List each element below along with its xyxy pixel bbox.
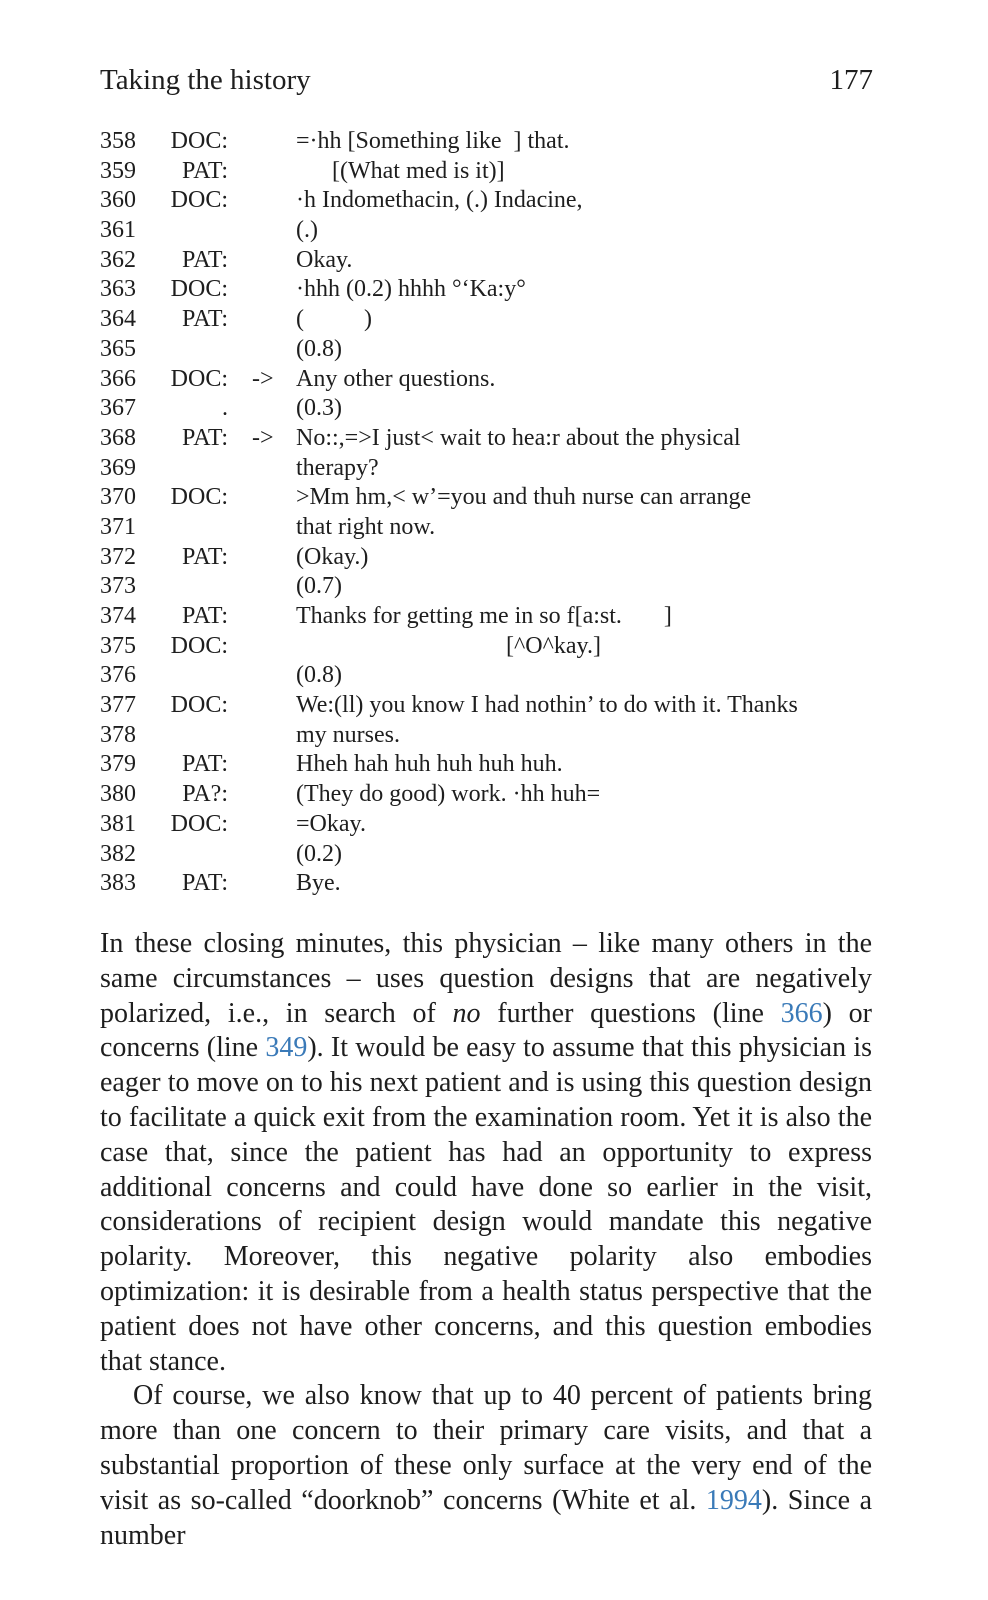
utterance: (.) — [296, 217, 318, 244]
transcript-line — [0, 365, 988, 395]
transcript-line — [0, 632, 988, 662]
utterance: =·hh [Something like ] that. — [296, 128, 570, 154]
line-number: 378 — [100, 721, 136, 748]
utterance: [(What med is it)] — [296, 157, 505, 184]
body-text — [100, 927, 872, 1553]
line-number: 369 — [100, 454, 136, 481]
p1-text-d: ). It would be easy to assume that this physician is eager to move on to his next patient and is using this question design to facilitate a quick exit from the examination room. Yet it is also the case that, since the patient has had an opportunity to express additional concerns and could have done so earlier in the visit, considerations of recipient design would mandate this negative polarity. Moreover, this negative polarity also embodies optimization: it is desirable from a health status perspective that the patient does not have other concerns, and this question embodies that stance. — [100, 1032, 872, 1377]
utterance: [^O^kay.] — [296, 632, 601, 659]
utterance: (0.3) — [296, 395, 342, 422]
utterance: Thanks for getting me in so f[a:st. ] — [296, 603, 672, 629]
transcript-line — [0, 691, 988, 721]
utterance: No::,=>I just< wait to hea:r about the physical — [296, 424, 741, 451]
transcript-line — [0, 780, 988, 810]
line-number: 359 — [100, 157, 136, 184]
p1-text-b: further questions (line — [480, 997, 781, 1029]
transcript-line — [0, 246, 988, 276]
utterance: Hheh hah huh huh huh huh. — [296, 751, 563, 778]
line-number: 375 — [100, 632, 136, 659]
transcript-line — [0, 840, 988, 870]
transcript-line — [0, 157, 988, 187]
speaker-label: DOC: — [170, 632, 228, 659]
line-number: 367 — [100, 395, 136, 422]
line-number: 364 — [100, 306, 136, 333]
speaker-label: PAT: — [182, 870, 228, 897]
utterance: (Okay.) — [296, 543, 369, 570]
utterance: (0.7) — [296, 573, 342, 600]
speaker-label: DOC: — [170, 692, 228, 719]
speaker-label: DOC: — [170, 365, 228, 392]
speaker-label: DOC: — [170, 810, 228, 837]
transcript-line — [0, 483, 988, 513]
speaker-label: PAT: — [182, 157, 228, 184]
line-number: 380 — [100, 781, 136, 808]
arrow-marker: -> — [252, 424, 274, 451]
utterance: that right now. — [296, 513, 436, 540]
transcript-line — [0, 602, 988, 632]
utterance: ·hhh (0.2) hhhh °‘Ka:y° — [296, 276, 526, 303]
transcript-line — [0, 572, 988, 602]
line-number: 372 — [100, 543, 136, 570]
running-title: Taking the history — [100, 64, 311, 96]
utterance: (0.2) — [296, 840, 342, 867]
utterance: We:(ll) you know I had nothin’ to do with it. Thanks — [296, 692, 798, 719]
speaker-label: PA?: — [182, 781, 228, 808]
utterance: Bye. — [296, 870, 341, 897]
line-number: 362 — [100, 246, 136, 273]
utterance: =Okay. — [296, 810, 366, 837]
transcript-line — [0, 810, 988, 840]
p2-text-b: ). Since a number — [100, 1484, 872, 1551]
line-number: 366 — [100, 365, 136, 392]
utterance: ( ) — [296, 306, 372, 333]
line-number: 365 — [100, 335, 136, 362]
utterance: (0.8) — [296, 662, 342, 689]
line-ref-349[interactable]: 349 — [265, 1032, 308, 1064]
utterance: (They do good) work. ·hh huh= — [296, 781, 601, 808]
speaker-label: DOC: — [170, 187, 228, 214]
utterance: my nurses. — [296, 721, 400, 748]
p2-text-a: Of course, we also know that up to 40 percent of patients bring more than one concern to their primary care visits, and that a substantial proportion of these only surface at the very end of the visit as so-called “doorknob” concerns (White et al. — [100, 1380, 872, 1516]
citation-1994[interactable]: 1994 — [705, 1484, 762, 1516]
running-header — [100, 64, 873, 104]
line-number: 360 — [100, 187, 136, 214]
utterance: (0.8) — [296, 335, 342, 362]
line-number: 371 — [100, 513, 136, 540]
transcript-line — [0, 127, 988, 157]
utterance: Any other questions. — [296, 365, 496, 392]
transcript-line — [0, 305, 988, 335]
arrow-marker: -> — [252, 365, 274, 392]
transcript-line — [0, 454, 988, 484]
transcript-line — [0, 216, 988, 246]
speaker-label: DOC: — [170, 276, 228, 303]
transcript — [0, 127, 988, 899]
speaker-label: PAT: — [182, 751, 228, 778]
p1-text-a: In these closing minutes, this physician – like many others in the same circumstances – uses question designs that are negatively polarized, i.e., in search of — [100, 928, 872, 1029]
transcript-line — [0, 513, 988, 543]
utterance: ·h Indomethacin, (.) Indacine, — [296, 187, 583, 214]
speaker-label: DOC: — [170, 128, 228, 154]
transcript-line — [0, 394, 988, 424]
transcript-line — [0, 275, 988, 305]
line-number: 374 — [100, 603, 136, 629]
speaker-label: PAT: — [182, 306, 228, 333]
line-number: 373 — [100, 573, 136, 600]
transcript-line — [0, 750, 988, 780]
paragraph-2 — [100, 1379, 872, 1553]
p1-text-c: ) or concerns (line — [100, 997, 872, 1064]
transcript-line — [0, 186, 988, 216]
p1-emphasis: no — [452, 997, 481, 1029]
speaker-label: DOC: — [170, 484, 228, 511]
line-number: 368 — [100, 424, 136, 451]
page-number: 177 — [829, 64, 873, 96]
speaker-label: PAT: — [182, 424, 228, 451]
transcript-line — [0, 721, 988, 751]
line-number: 361 — [100, 217, 136, 244]
paragraph-1 — [100, 927, 872, 1379]
line-number: 358 — [100, 128, 136, 154]
transcript-line — [0, 661, 988, 691]
transcript-line — [0, 869, 988, 899]
utterance: Okay. — [296, 246, 353, 273]
line-number: 370 — [100, 484, 136, 511]
line-number: 376 — [100, 662, 136, 689]
line-ref-366[interactable]: 366 — [780, 997, 823, 1029]
speaker-label: PAT: — [182, 246, 228, 273]
transcript-line — [0, 424, 988, 454]
line-number: 383 — [100, 870, 136, 897]
speaker-label: PAT: — [182, 543, 228, 570]
line-number: 377 — [100, 692, 136, 719]
line-number: 363 — [100, 276, 136, 303]
speaker-label: . — [222, 395, 228, 422]
speaker-label: PAT: — [182, 603, 228, 629]
line-number: 382 — [100, 840, 136, 867]
transcript-line — [0, 543, 988, 573]
utterance: >Mm hm,< w’=you and thuh nurse can arrange — [296, 484, 752, 511]
line-number: 381 — [100, 810, 136, 837]
line-number: 379 — [100, 751, 136, 778]
transcript-line — [0, 335, 988, 365]
utterance: therapy? — [296, 454, 379, 481]
